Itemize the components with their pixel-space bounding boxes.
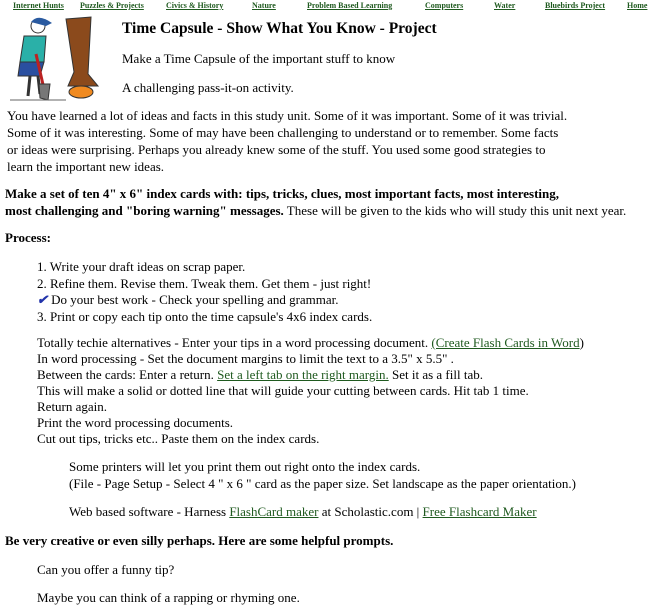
task-paragraph <box>5 185 626 219</box>
process-step <box>37 292 372 309</box>
techie-text: Totally techie alternatives - Enter your tips in a word processing document. <box>37 335 432 350</box>
free-flashcard-maker-link[interactable]: Free Flashcard Maker <box>422 504 537 519</box>
intro-line: or ideas were surprising. Perhaps you already knew some of the stuff. You used some good strategies to <box>7 142 546 157</box>
printers-text: Some printers will let you print them out right onto the index cards. <box>69 459 421 474</box>
printers-note <box>69 459 576 492</box>
flashcard-maker-link[interactable]: FlashCard maker <box>229 504 319 519</box>
web-software <box>69 504 537 520</box>
techie-text: Cut out tips, tricks etc.. Paste them on the index cards. <box>37 431 320 446</box>
nav-water[interactable]: Water <box>494 1 516 10</box>
tagline: A challenging pass-it-on activity. <box>122 80 294 95</box>
web-text: Web based software - Harness <box>69 504 230 519</box>
nav-internet-hunts[interactable]: Internet Hunts <box>13 1 64 10</box>
nav-nature[interactable]: Nature <box>252 1 276 10</box>
techie-text: Print the word processing documents. <box>37 415 234 430</box>
create-flash-cards-link[interactable]: (Create Flash Cards in Word <box>431 335 580 350</box>
creative-heading: Be very creative or even silly perhaps. Here are some helpful prompts. <box>5 533 394 548</box>
intro-paragraph <box>7 107 567 175</box>
web-text: at Scholastic.com | <box>318 504 423 519</box>
process-step: 1. Write your draft ideas on scrap paper. <box>37 259 246 274</box>
nav-bluebirds-project[interactable]: Bluebirds Project <box>545 1 606 10</box>
task-bold-2: most challenging and "boring warning" messages. <box>5 203 284 218</box>
intro-line: learn the important new ideas. <box>7 159 165 174</box>
nav-puzzles-projects[interactable]: Puzzles & Projects <box>80 1 144 10</box>
subtitle: Make a Time Capsule of the important stuff to know <box>122 51 396 66</box>
process-heading: Process: <box>5 230 51 245</box>
page-title: Time Capsule - Show What You Know - Project <box>122 20 437 37</box>
checkmark-icon: ✔ <box>37 292 48 307</box>
techie-text: Set it as a fill tab. <box>388 367 483 382</box>
techie-text: ) <box>579 335 584 350</box>
prompt: Can you offer a funny tip? <box>37 562 175 577</box>
process-steps <box>37 259 372 325</box>
left-tab-link[interactable]: Set a left tab on the right margin. <box>217 367 389 382</box>
techie-text: This will make a solid or dotted line that will guide your cutting between cards. Hit tab 1 time. <box>37 383 529 398</box>
nav-home[interactable]: Home <box>627 1 648 10</box>
techie-text: Return again. <box>37 399 108 414</box>
nav-computers[interactable]: Computers <box>425 1 464 10</box>
nav-problem-based-learning[interactable]: Problem Based Learning <box>307 1 393 10</box>
nav-civics-history[interactable]: Civics & History <box>166 1 224 10</box>
boy-digging-illustration <box>6 14 116 102</box>
top-nav <box>0 0 651 12</box>
intro-line: Some of it was interesting. Some of may have been challenging to understand or to remember. Some facts <box>7 125 559 140</box>
techie-text: Between the cards: Enter a return. <box>37 367 218 382</box>
task-text: These will be given to the kids who will study this unit next year. <box>283 203 627 218</box>
process-step: 2. Refine them. Revise them. Tweak them. Get them - just right! <box>37 275 372 291</box>
process-step: 3. Print or copy each tip onto the time capsule's 4x6 index cards. <box>37 308 373 324</box>
task-bold-1: Make a set of ten 4" x 6" index cards with: tips, tricks, clues, most important facts, most interesting, <box>5 186 559 201</box>
prompt: Maybe you can think of a rapping or rhyming one. <box>37 590 300 605</box>
techie-section <box>37 335 584 447</box>
techie-text: In word processing - Set the document margins to limit the text to a 3.5" x 5.5" . <box>37 351 454 366</box>
process-step-text: Do your best work - Check your spelling and grammar. <box>51 292 339 307</box>
printers-text: (File - Page Setup - Select 4 " x 6 " card as the paper size. Set landscape as the paper orientation.) <box>69 475 576 491</box>
intro-line: You have learned a lot of ideas and facts in this study unit. Some of it was important. Some of it was trivial. <box>7 108 568 123</box>
